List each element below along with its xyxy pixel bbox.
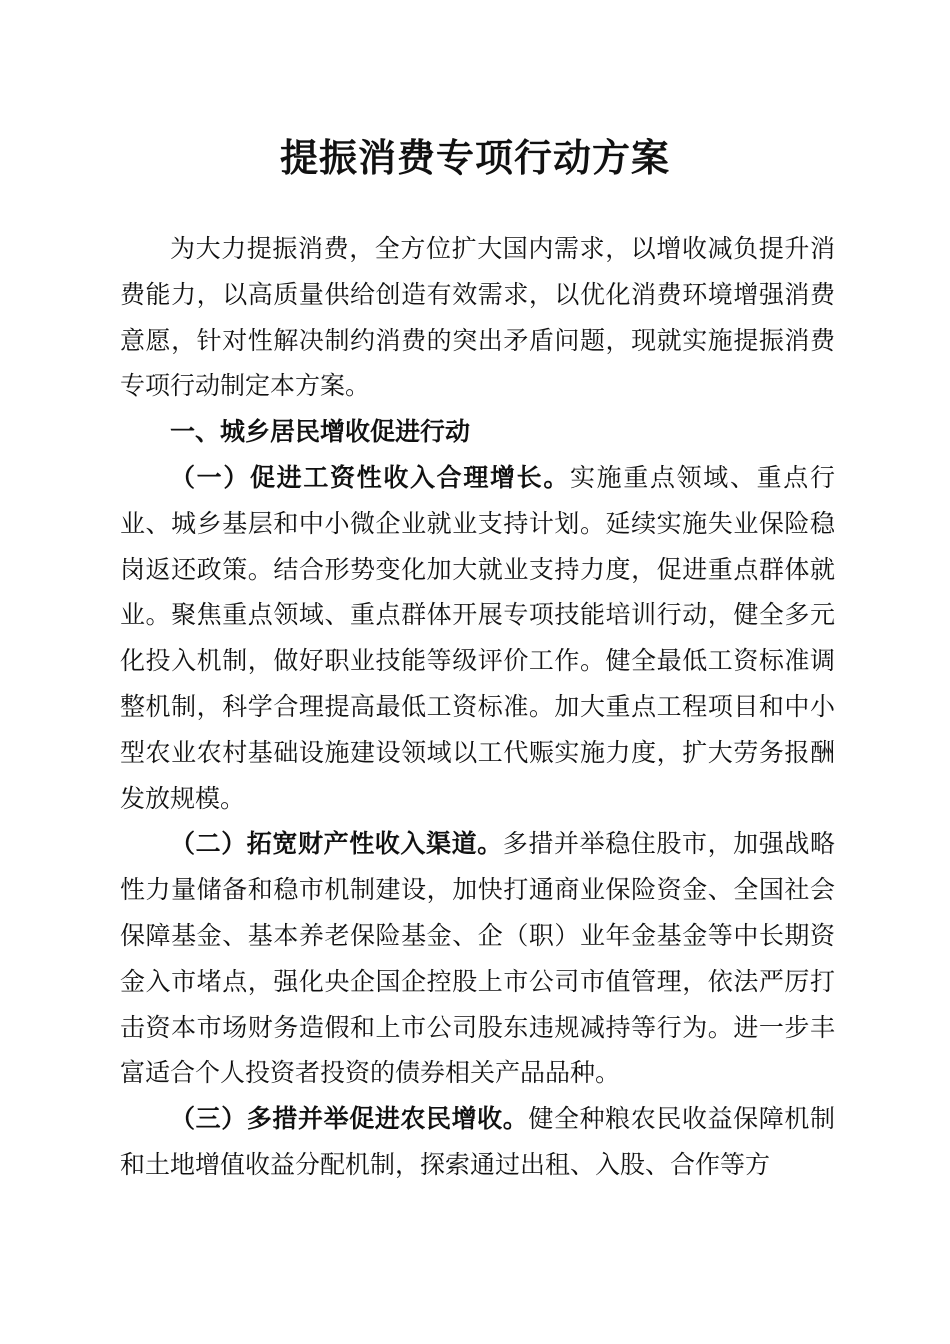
item-1-lead: （一）促进工资性收入合理增长。 [170, 462, 570, 492]
section-heading: 一、城乡居民增收促进行动 [170, 417, 471, 447]
item-2-text: 多措并举稳住股市，加强战略性力量储备和稳市机制建设，加快打通商业保险资金、全国社会保障基金、基本养老保险基金、企（职）业年金基金等中长期资金入市堵点，强化央企国企控股上市公司市值管理，依法严厉打击资本市场财务造假和上市公司股东违规减持等行为。进一步丰富适合个人投资者投资的债券相关产品品种。 [120, 829, 835, 1088]
document-body [120, 226, 835, 1188]
paragraph-item-2 [120, 821, 835, 1096]
item-1-text: 实施重点领域、重点行业、城乡基层和中小微企业就业支持计划。延续实施失业保险稳岗返还政策。结合形势变化加大就业支持力度，促进重点群体就业。聚焦重点领域、重点群体开展专项技能培训行动，健全多元化投入机制，做好职业技能等级评价工作。健全最低工资标准调整机制，科学合理提高最低工资标准。加大重点工程项目和中小型农业农村基础设施建设领域以工代赈实施力度，扩大劳务报酬发放规模。 [120, 462, 835, 813]
item-2-lead: （二）拓宽财产性收入渠道。 [170, 829, 503, 859]
paragraph-item-3 [120, 1096, 835, 1188]
item-3-lead: （三）多措并举促进农民增收。 [170, 1104, 529, 1134]
document-title: 提振消费专项行动方案 [279, 135, 670, 180]
item-3-text: 健全种粮农民收益保障机制和土地增值收益分配机制，探索通过出租、入股、合作等方 [120, 1104, 835, 1179]
paragraph-item-1 [120, 455, 835, 821]
intro-paragraph: 为大力提振消费，全方位扩大国内需求，以增收减负提升消费能力，以高质量供给创造有效需求，以优化消费环境增强消费意愿，针对性解决制约消费的突出矛盾问题，现就实施提振消费专项行动制定本方案。 [120, 234, 835, 401]
